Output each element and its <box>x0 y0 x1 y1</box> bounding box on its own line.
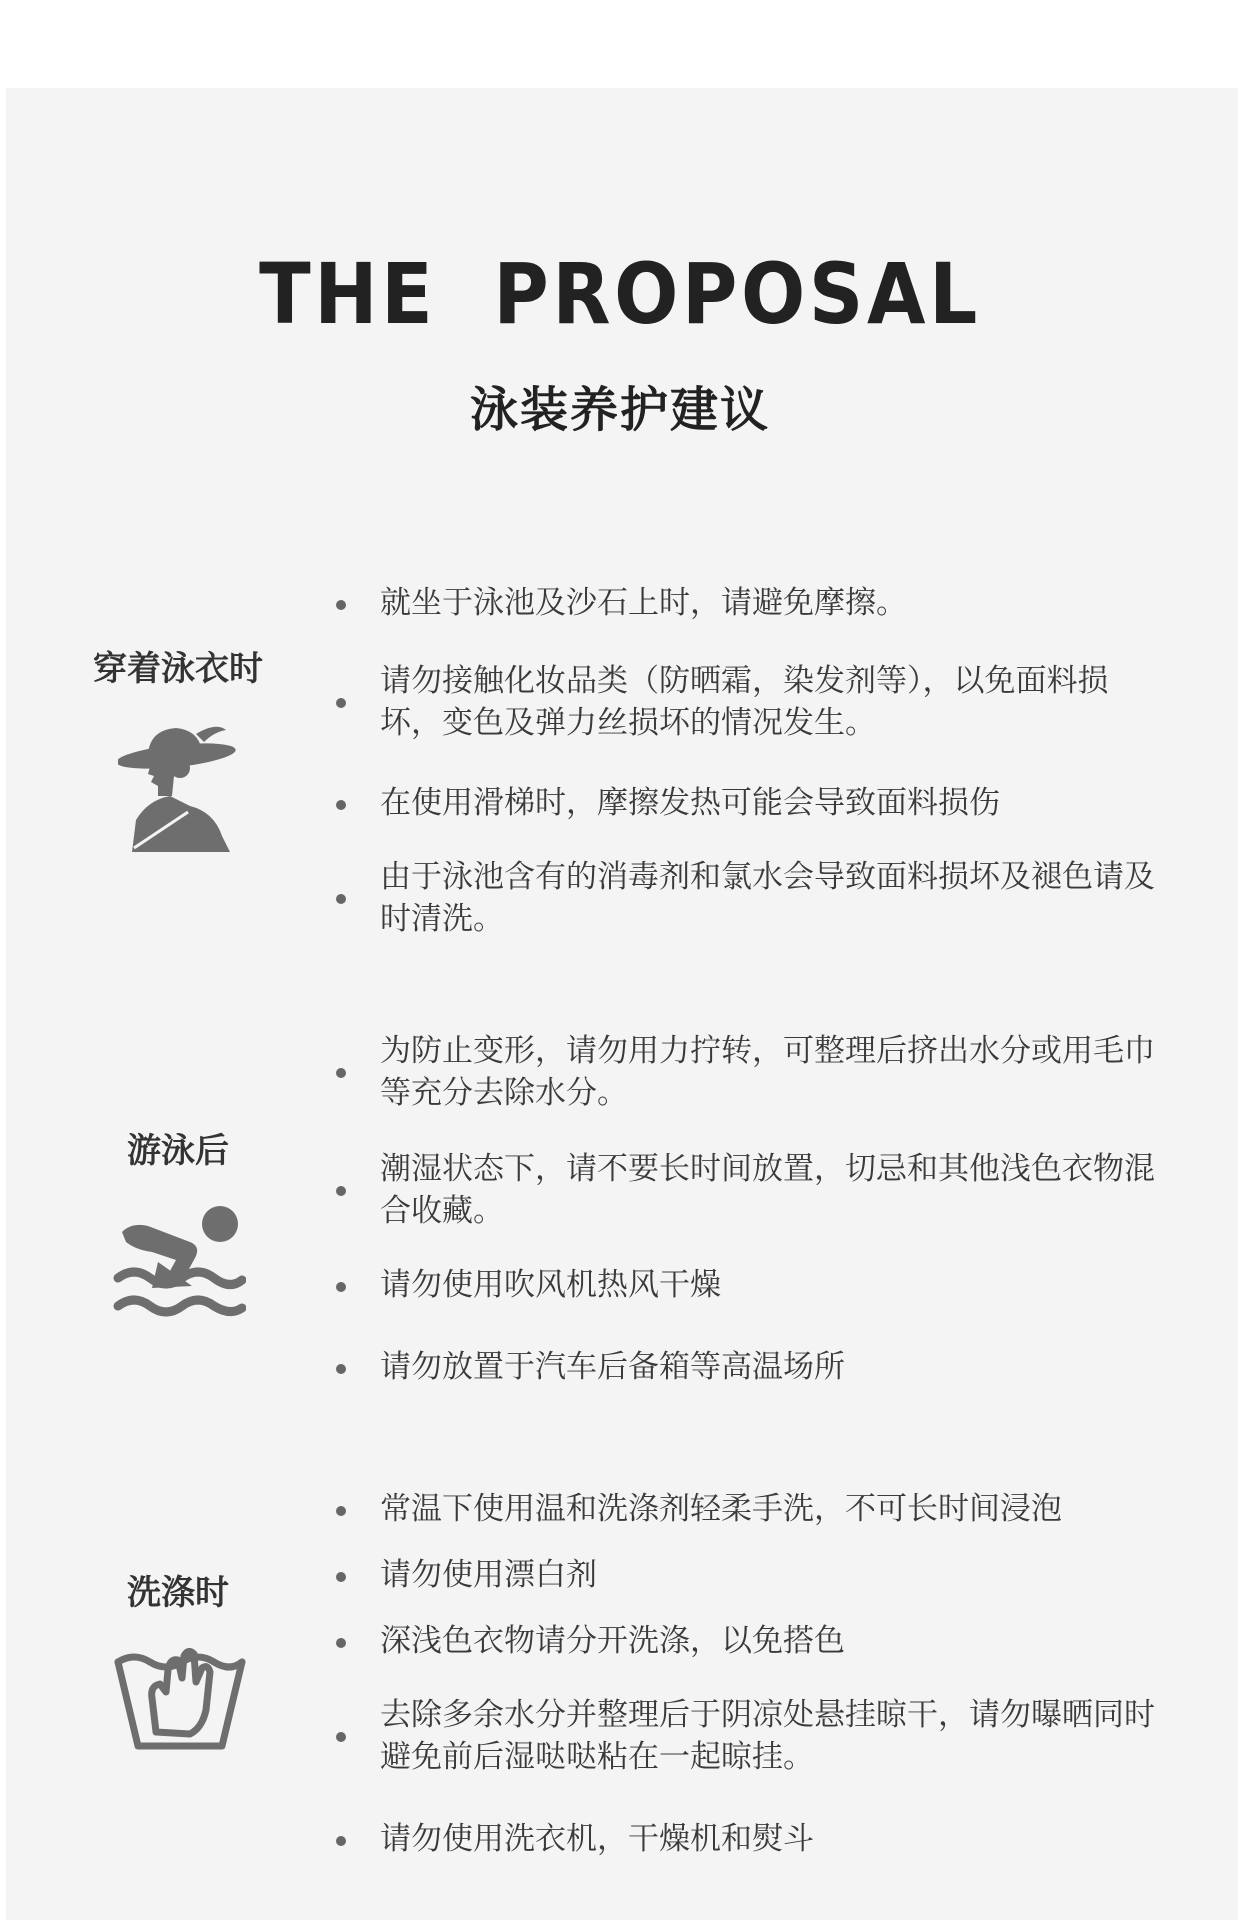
list-item: 请勿使用洗衣机，干燥机和熨斗 <box>340 1818 1170 1860</box>
list-item: 请勿使用吹风机热风干燥 <box>340 1264 1170 1306</box>
list-item: 请勿接触化妆品类（防晒霜，染发剂等），以免面料损坏，变色及弹力丝损坏的情况发生。 <box>340 660 1170 744</box>
bullet-icon <box>336 600 346 610</box>
bullet-icon <box>336 1732 346 1742</box>
page-subtitle: 泳装养护建议 <box>469 382 770 438</box>
list-item: 就坐于泳池及沙石上时，请避免摩擦。 <box>340 582 1170 624</box>
section-label-washing: 洗涤时 <box>127 1573 229 1613</box>
bullet-icon <box>336 1364 346 1374</box>
list-item: 潮湿状态下，请不要长时间放置，切忌和其他浅色衣物混合收藏。 <box>340 1148 1170 1232</box>
hand-wash-icon <box>112 1636 248 1752</box>
list-item: 常温下使用温和洗涤剂轻柔手洗，不可长时间浸泡 <box>340 1488 1170 1530</box>
list-item: 请勿放置于汽车后备箱等高温场所 <box>340 1346 1170 1388</box>
list-item: 由于泳池含有的消毒剂和氯水会导致面料损坏及褪色请及时清洗。 <box>340 856 1170 940</box>
list-item: 在使用滑梯时，摩擦发热可能会导致面料损伤 <box>340 782 1170 824</box>
bullet-icon <box>336 1506 346 1516</box>
list-item: 深浅色衣物请分开洗涤，以免搭色 <box>340 1620 1170 1662</box>
bullet-icon <box>336 1282 346 1292</box>
list-item: 为防止变形，请勿用力拧转，可整理后挤出水分或用毛巾等充分去除水分。 <box>340 1030 1170 1114</box>
bullet-icon <box>336 698 346 708</box>
lady-with-hat-icon <box>118 716 238 852</box>
bullet-icon <box>336 1186 346 1196</box>
page-title: THE PROPOSAL <box>259 245 981 343</box>
swimmer-icon <box>112 1202 246 1318</box>
list-item: 去除多余水分并整理后于阴凉处悬挂晾干，请勿曝晒同时避免前后湿哒哒粘在一起晾挂。 <box>340 1694 1170 1778</box>
bullet-icon <box>336 1836 346 1846</box>
section-label-wearing: 穿着泳衣时 <box>93 649 263 689</box>
bullet-icon <box>336 1572 346 1582</box>
section-label-after-swim: 游泳后 <box>127 1131 229 1171</box>
bullet-icon <box>336 1638 346 1648</box>
list-item: 请勿使用漂白剂 <box>340 1554 1170 1596</box>
bullet-icon <box>336 800 346 810</box>
bullet-icon <box>336 1068 346 1078</box>
bullet-icon <box>336 894 346 904</box>
